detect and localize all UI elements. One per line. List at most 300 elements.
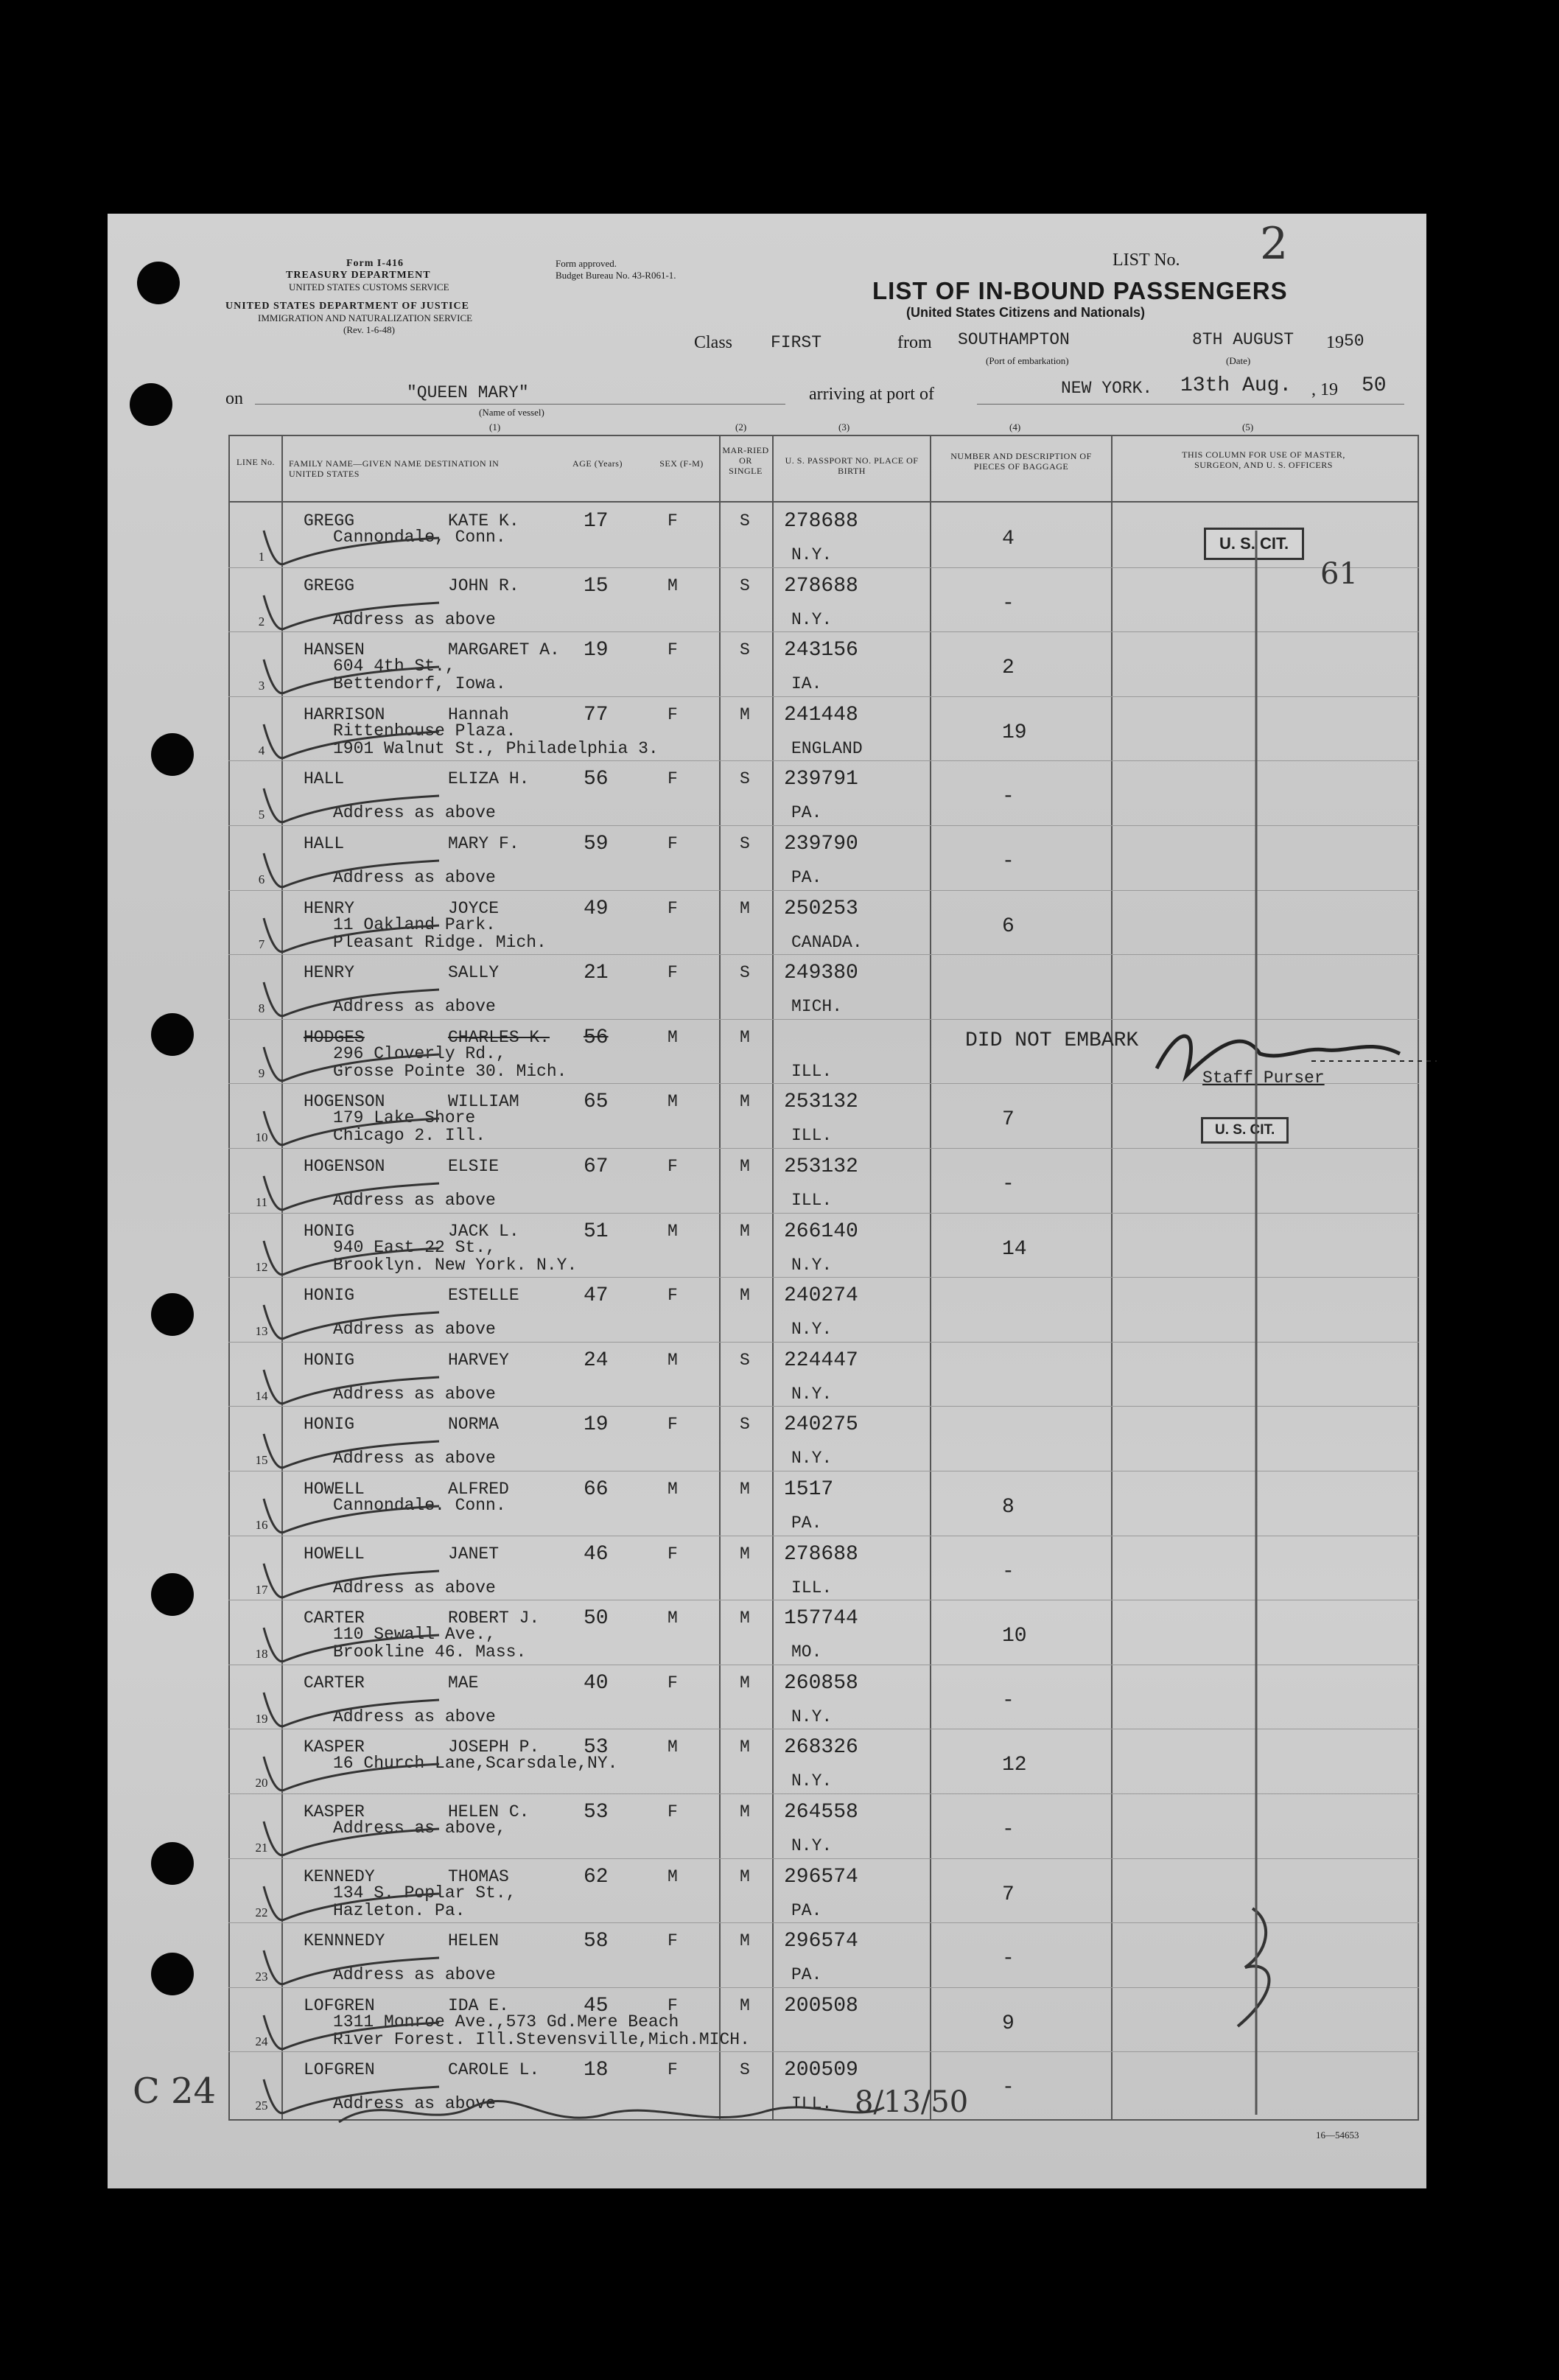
check-mark [255,573,446,640]
line-number: 14 [255,1389,268,1403]
sex: F [668,1673,678,1693]
age: 53 [584,1801,609,1824]
place-of-birth: ILL. [791,1191,833,1210]
vessel-note: (Name of vessel) [479,407,544,418]
punch-hole [151,1573,194,1616]
passport-number: 268326 [784,1736,858,1759]
check-mark [255,508,446,575]
baggage-count: 10 [1002,1625,1027,1648]
date-scrawl: 8/13/50 [855,2085,969,2119]
destination-line-2: Chicago 2. Ill. [333,1126,486,1145]
purser-signature [1135,1009,1444,1091]
marital-status: S [740,1415,750,1434]
marital-status: S [740,963,750,982]
destination-line-1: 1311 Monroe Ave.,573 Gd.Mere Beach [333,2012,679,2031]
destination-line-2: Address as above [333,868,496,887]
row-divider [228,890,1419,891]
check-mark [255,1348,446,1414]
col-header-married: MAR-RIED OR SINGLE [722,445,769,476]
marital-status: M [740,899,750,918]
marital-status: M [740,1092,750,1111]
line-number: 6 [258,872,265,886]
annotation-61: 61 [1320,557,1358,591]
row-divider [228,1277,1419,1278]
baggage-count: DID NOT EMBARK [965,1029,1139,1052]
place-of-birth: PA. [791,868,822,887]
marital-status: M [740,705,750,724]
age: 19 [584,1413,609,1436]
row-divider [228,760,1419,761]
age: 58 [584,1930,609,1953]
marital-status: S [740,576,750,595]
check-mark [255,1283,446,1349]
punch-hole [151,1293,194,1336]
destination-line-1: 134 S. Poplar St., [333,1883,516,1903]
budget-bureau: Budget Bureau No. 43-R061-1. [556,270,676,281]
given-name: MARGARET A. [448,640,560,659]
row-divider [228,567,1419,568]
family-name: KASPER [304,1737,365,1757]
destination-line-2: Brookline 46. Mass. [333,1642,527,1662]
age: 15 [584,575,609,598]
sex: M [668,1480,678,1499]
given-name: JOHN R. [448,576,519,595]
col-num-4: (4) [1009,421,1021,433]
col-header-passport: U. S. PASSPORT NO. PLACE OF BIRTH [785,455,919,476]
sex: M [668,1867,678,1886]
given-name: ALFRED [448,1480,509,1499]
footer-code: 16—54653 [1316,2129,1359,2141]
from-label: from [897,333,932,352]
row-divider [228,1793,1419,1794]
age: 62 [584,1866,609,1889]
check-mark [255,1477,446,1543]
col-num-1: (1) [489,421,501,433]
passport-number: 239791 [784,768,858,791]
passport-number: 200509 [784,2059,858,2082]
line-number: 21 [255,1841,268,1855]
family-name: HENRY [304,899,355,918]
sex: M [668,1028,678,1047]
row-divider [228,696,1419,697]
line-number: 7 [258,937,265,951]
baggage-count: - [1002,1819,1015,1841]
destination-line-2: Address as above [333,1385,496,1404]
baggage-count: 9 [1002,2012,1015,2035]
vessel-name: "QUEEN MARY" [407,383,529,402]
destination-line-1: 604 4th St., [333,657,455,676]
arrival-port: NEW YORK. [1061,379,1153,398]
place-of-birth: ILL. [791,2094,833,2113]
destination-line-1: 110 Sewall Ave., [333,1625,496,1644]
family-name: HALL [304,769,345,788]
port-embarkation: SOUTHAMPTON [958,330,1070,349]
place-of-birth: PA. [791,803,822,822]
age: 77 [584,704,609,727]
sex: F [668,1996,678,2015]
given-name: CHARLES K. [448,1028,550,1047]
age: 45 [584,1995,609,2017]
baggage-count: - [1002,1690,1015,1712]
family-name: GREGG [304,576,355,595]
check-mark [255,1670,446,1737]
form-number: Form I-416 [346,258,404,269]
family-name: HALL [304,834,345,853]
sex: M [668,1351,678,1370]
check-mark [255,1864,446,1931]
sex: F [668,1931,678,1950]
us-citizen-stamp: U. S. CIT. [1204,528,1304,560]
given-name: MARY F. [448,834,519,853]
sex: F [668,2060,678,2079]
line-number: 8 [258,1001,265,1015]
destination-line-1: Cannondale, Conn. [333,528,506,547]
line-number: 10 [255,1130,268,1144]
destination-line-2: Address as above [333,1578,496,1597]
line-number: 18 [255,1647,268,1661]
family-name: HONIG [304,1286,355,1305]
place-of-birth: PA. [791,1901,822,1920]
given-name: HELEN C. [448,1802,530,1821]
place-of-birth: N.Y. [791,1771,833,1791]
punch-hole [151,1953,194,1995]
passport-number: 157744 [784,1607,858,1630]
marital-status: M [740,1544,750,1564]
check-mark [255,1799,446,1866]
age: 24 [584,1349,609,1372]
destination-line-2: Brooklyn. New York. N.Y. [333,1256,578,1275]
sex: M [668,576,678,595]
destination-line-2: Grosse Pointe 30. Mich. [333,1062,567,1081]
baggage-count: - [1002,1173,1015,1196]
destination-line-2: Address as above [333,610,496,629]
passport-number: 296574 [784,1930,858,1953]
sex: F [668,834,678,853]
baggage-count: 8 [1002,1496,1015,1519]
sex: F [668,640,678,659]
sex: M [668,1609,678,1628]
treasury-dept: TREASURY DEPARTMENT [286,270,431,281]
baggage-count: - [1002,1947,1015,1970]
check-mark [255,1928,446,1995]
marital-status: M [740,1802,750,1821]
place-of-birth: N.Y. [791,1320,833,1339]
place-of-birth: N.Y. [791,545,833,564]
col-num-3: (3) [838,421,850,433]
passport-number: 278688 [784,1543,858,1566]
family-name: CARTER [304,1673,365,1693]
marital-status: M [740,1931,750,1950]
given-name: SALLY [448,963,500,982]
punch-hole [151,1013,194,1056]
age: 21 [584,962,609,984]
staff-purser: Staff Purser [1202,1068,1325,1088]
passport-number: 250253 [784,897,858,920]
family-name: LOFGREN [304,1996,375,2015]
place-of-birth: N.Y. [791,610,833,629]
place-of-birth: ILL. [791,1126,833,1145]
place-of-birth: ILL. [791,1062,833,1081]
age: 56 [584,768,609,791]
line-number: 11 [255,1195,268,1209]
punch-hole [151,1842,194,1885]
on-label: on [225,389,243,408]
check-mark [255,831,446,897]
check-mark [255,766,446,833]
given-name: JOSEPH P. [448,1737,540,1757]
age: 53 [584,1736,609,1759]
document-subtitle: (United States Citizens and Nationals) [906,305,1146,320]
check-mark [255,1993,446,2059]
age: 18 [584,2059,609,2082]
passport-number: 266140 [784,1220,858,1243]
marital-status: M [740,1737,750,1757]
given-name: IDA E. [448,1996,509,2015]
marital-status: M [740,1609,750,1628]
passport-number: 278688 [784,575,858,598]
customs-service: UNITED STATES CUSTOMS SERVICE [289,281,449,293]
marital-status: S [740,2060,750,2079]
departure-date: 8TH AUGUST [1192,330,1295,349]
destination-line-2: Address as above [333,1707,496,1726]
passport-number: 240275 [784,1413,858,1436]
row-divider [228,1406,1419,1407]
baggage-count: 6 [1002,915,1015,938]
family-name: HENRY [304,963,355,982]
destination-line-1: 940 East 22 St., [333,1238,496,1257]
age: 51 [584,1220,609,1243]
place-of-birth: PA. [791,1965,822,1984]
age: 19 [584,639,609,662]
family-name: LOFGREN [304,2060,375,2079]
marital-status: M [740,1286,750,1305]
col-header-name: FAMILY NAME—GIVEN NAME DESTINATION IN UNITED STATES [289,458,500,479]
destination-line-1: 11 Oakland Park. [333,915,496,934]
given-name: Hannah [448,705,509,724]
check-mark [255,1219,446,1285]
sex: M [668,1737,678,1757]
check-mark [255,1541,446,1608]
list-number-label: LIST No. [1113,251,1180,270]
family-name: HONIG [304,1222,355,1241]
destination-line-2: Address as above [333,2094,496,2113]
destination-line-1: Address as above, [333,1819,506,1838]
family-name: KENNNEDY [304,1931,385,1950]
line-number: 16 [255,1518,268,1532]
line-number: 24 [255,2034,268,2048]
us-citizen-stamp-2: U. S. CIT. [1201,1117,1289,1144]
sex: F [668,1544,678,1564]
baggage-count: - [1002,785,1015,808]
family-name: KASPER [304,1802,365,1821]
place-of-birth: N.Y. [791,1256,833,1275]
baggage-count: 7 [1002,1108,1015,1131]
destination-line-2: Address as above [333,997,496,1016]
passport-number: 253132 [784,1091,858,1113]
age: 49 [584,897,609,920]
destination-line-2: Address as above [333,1449,496,1468]
sex: M [668,1222,678,1241]
sex: F [668,1286,678,1305]
check-mark [255,702,446,769]
arrival-year-prefix: , 19 [1311,380,1338,399]
document-title: LIST OF IN-BOUND PASSENGERS [872,277,1288,304]
family-name: KENNEDY [304,1867,375,1886]
line-number: 1 [258,550,265,564]
marital-status: S [740,1351,750,1370]
place-of-birth: N.Y. [791,1449,833,1468]
line-number: 15 [255,1453,268,1467]
marital-status: S [740,834,750,853]
given-name: JACK L. [448,1222,519,1241]
age: 17 [584,510,609,533]
destination-line-2: River Forest. Ill.Stevensville,Mich.MICH. [333,2030,750,2049]
age: 66 [584,1478,609,1501]
dept-justice: UNITED STATES DEPARTMENT OF JUSTICE [225,301,469,312]
baggage-count: - [1002,592,1015,615]
line-number: 23 [255,1970,268,1984]
line-number: 4 [258,743,265,757]
line-number: 12 [255,1260,268,1274]
destination-line-2: Address as above [333,1191,496,1210]
destination-line-1: Cannondale. Conn. [333,1496,506,1515]
family-name: HODGES [304,1028,365,1047]
age: 59 [584,833,609,855]
check-mark [255,637,446,704]
destination-line-2: Address as above [333,1320,496,1339]
family-name: CARTER [304,1609,365,1628]
col-header-officers: THIS COLUMN FOR USE OF MASTER, SURGEON, AND U. S. OFFICERS [1182,449,1345,470]
place-of-birth: N.Y. [791,1836,833,1855]
row-divider [228,825,1419,826]
family-name: HONIG [304,1415,355,1434]
line-number: 2 [258,615,265,629]
line-number: 3 [258,679,265,693]
baggage-count: 7 [1002,1883,1015,1906]
line-number: 19 [255,1712,268,1726]
departure-year: 50 [1344,332,1364,351]
marital-status: M [740,1028,750,1047]
given-name: ROBERT J. [448,1609,540,1628]
place-of-birth: MICH. [791,997,843,1016]
col-header-line: LINE No. [237,457,275,467]
sex: F [668,1802,678,1821]
destination-line-1: 296 Cloverly Rd., [333,1044,506,1063]
class-value: FIRST [771,333,822,352]
baggage-count: 14 [1002,1238,1027,1261]
row-divider [228,954,1419,955]
place-of-birth: ENGLAND [791,739,863,758]
given-name: JOYCE [448,899,500,918]
row-divider [228,1858,1419,1859]
sex: F [668,705,678,724]
marital-status: S [740,640,750,659]
place-of-birth: ILL. [791,1578,833,1597]
given-name: ESTELLE [448,1286,519,1305]
line-number: 22 [255,1905,268,1919]
departure-year-prefix: 19 [1326,333,1344,352]
form-approved: Form approved. [556,258,617,269]
line-number: 13 [255,1324,268,1338]
check-mark [255,1412,446,1478]
punch-hole [137,262,180,304]
destination-line-2: 1901 Walnut St., Philadelphia 3. [333,739,659,758]
age: 50 [584,1607,609,1630]
list-number: 2 [1260,218,1289,270]
marital-status: M [740,1673,750,1693]
class-label: Class [694,333,733,352]
age: 47 [584,1284,609,1307]
passport-number: 243156 [784,639,858,662]
place-of-birth: CANADA. [791,933,863,952]
passport-number: 253132 [784,1155,858,1178]
col-header-age: AGE (Years) [572,458,623,469]
family-name: HOWELL [304,1480,365,1499]
passport-number: 224447 [784,1349,858,1372]
arriving-label: arriving at port of [809,385,934,404]
row-divider [228,631,1419,632]
marital-status: S [740,511,750,531]
col-header-baggage: NUMBER AND DESCRIPTION OF PIECES OF BAGGAGE [950,451,1092,472]
passport-number: 264558 [784,1801,858,1824]
family-name: HANSEN [304,640,365,659]
place-of-birth: PA. [791,1513,822,1533]
passport-number: 241448 [784,704,858,727]
check-mark [255,1154,446,1220]
punch-hole [151,733,194,776]
punch-hole [130,383,172,426]
passport-number: 249380 [784,962,858,984]
check-mark [255,896,446,962]
marital-status: S [740,769,750,788]
age: 56 [584,1026,609,1049]
check-mark [255,1089,446,1155]
line-number: 25 [255,2099,268,2113]
baggage-count: - [1002,2076,1015,2099]
place-of-birth: N.Y. [791,1707,833,1726]
officer-column-line [1245,531,1267,2122]
age: 46 [584,1543,609,1566]
family-name: GREGG [304,511,355,531]
passport-number: 239790 [784,833,858,855]
passport-number: 240274 [784,1284,858,1307]
age: 65 [584,1091,609,1113]
given-name: WILLIAM [448,1092,519,1111]
col-num-5: (5) [1242,421,1254,433]
arrival-date: 13th Aug. [1180,374,1292,397]
port-embarkation-note: (Port of embarkation) [986,355,1069,366]
baggage-count: 4 [1002,528,1015,550]
line-number: 20 [255,1776,268,1790]
given-name: JANET [448,1544,500,1564]
age: 67 [584,1155,609,1178]
margin-note-c24: C 24 [133,2071,217,2112]
place-of-birth: IA. [791,674,822,693]
destination-line-1: 179 Lake Shore [333,1108,476,1127]
marital-status: M [740,1867,750,1886]
family-name: HONIG [304,1351,355,1370]
sex: F [668,899,678,918]
place-of-birth: N.Y. [791,1385,833,1404]
destination-line-1: 16 Church Lane,Scarsdale,NY. [333,1754,618,1773]
row-divider [228,2051,1419,2052]
check-mark [255,1735,446,1801]
given-name: ELSIE [448,1157,500,1176]
date-note: (Date) [1226,355,1251,366]
sex: F [668,1415,678,1434]
ins-service: IMMIGRATION AND NATURALIZATION SERVICE [258,312,473,323]
given-name: CAROLE L. [448,2060,540,2079]
